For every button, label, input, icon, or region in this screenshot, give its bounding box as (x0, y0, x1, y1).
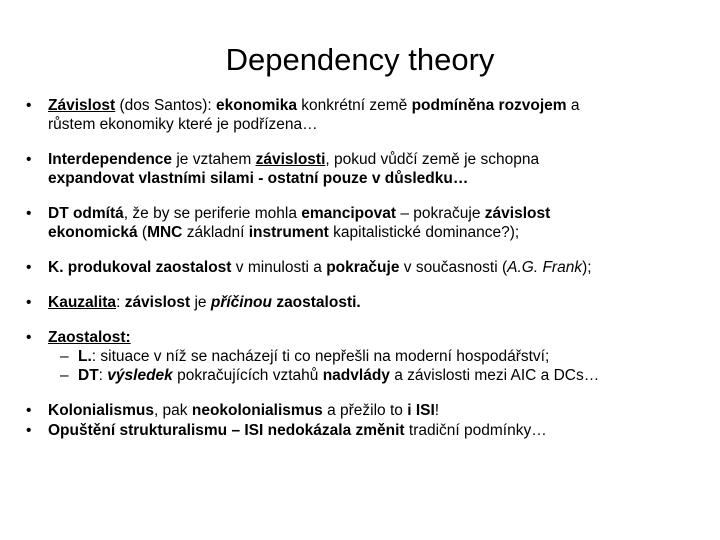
text: a závislosti mezi AIC a DCs… (389, 367, 600, 384)
text: – pokračuje (396, 205, 485, 222)
spacer (24, 385, 709, 401)
term-instrument: instrument (248, 224, 329, 241)
term-kolonialismus: Kolonialismus (48, 402, 154, 419)
bullet-kauzalita (24, 293, 709, 312)
text: : (116, 294, 125, 311)
text: (dos Santos): (115, 97, 216, 114)
text: a přežilo to (322, 402, 408, 419)
text: konkrétní země (296, 97, 412, 114)
term-expandovat: expandovat vlastními silami - ostatní pouze v důsledku… (48, 170, 469, 187)
spacer (24, 242, 709, 258)
spacer (24, 188, 709, 204)
spacer (24, 312, 709, 328)
term-zavislost: závislost (484, 205, 551, 222)
term-vysledek: výsledek (107, 367, 173, 384)
term-opusteni-strukturalismu: Opuštění strukturalismu – ISI nedokázala změnit (48, 422, 405, 439)
term-nadvlady: nadvlády (322, 367, 390, 384)
term-zaostalosti: zaostalosti. (276, 294, 361, 311)
text: základní (182, 224, 249, 241)
text: v minulosti a (231, 259, 327, 276)
text: kapitalistické dominance?); (328, 224, 520, 241)
spacer (24, 134, 709, 150)
term-isi: ISI (415, 402, 435, 419)
spacer (24, 277, 709, 293)
term-ekonomicka: ekonomická (48, 224, 138, 241)
text: a (566, 97, 580, 114)
term-zavislost: závislost (124, 294, 191, 311)
author-frank: A.G. Frank (507, 259, 583, 276)
term-i: i (407, 402, 412, 419)
bullet-k-produkoval (24, 258, 709, 277)
bullet-zavislost (24, 96, 709, 134)
sub-bullet-dt (24, 366, 709, 385)
text: růstem ekonomiky které je podřízena… (48, 116, 318, 133)
term-kauzalita: Kauzalita (48, 294, 117, 311)
term-emancipovat: emancipovat (301, 205, 397, 222)
slide-title: Dependency theory (225, 42, 495, 77)
term-podminena-rozvojem: podmíněna rozvojem (411, 97, 567, 114)
text: : (98, 367, 108, 384)
term-mnc: MNC (147, 224, 183, 241)
text: ( (137, 224, 148, 241)
text: je (190, 294, 211, 311)
term-zavislost: Závislost (48, 97, 116, 114)
text: tradiční podmínky… (404, 422, 547, 439)
text: , pak (153, 402, 192, 419)
bullet-dt-odmita (24, 204, 709, 242)
text: , pokud vůdčí země je schopna (325, 151, 540, 168)
text: : situace v níž se nacházejí ti co nepřešli na moderní hospodářství; (91, 348, 550, 365)
bullet-interdependence (24, 150, 709, 188)
text: ! (434, 402, 440, 419)
term-pokracuje: pokračuje (326, 259, 400, 276)
text: pokračujících vztahů (172, 367, 323, 384)
bullet-zaostalost (24, 328, 709, 347)
term-k-produkoval: K. produkoval zaostalost (48, 259, 232, 276)
text: v současnosti ( (399, 259, 508, 276)
bullet-list (24, 96, 709, 440)
sub-bullet-l (24, 347, 709, 366)
bullet-opusteni (24, 421, 709, 440)
term-l: L. (78, 348, 92, 365)
text: je vztahem (172, 151, 256, 168)
term-dt-odmita: DT odmítá (48, 205, 124, 222)
bullet-kolonialismus (24, 401, 709, 420)
term-ekonomika: ekonomika (216, 97, 297, 114)
text: ); (582, 259, 592, 276)
term-neokolonialismus: neokolonialismus (191, 402, 323, 419)
term-zavislosti: závislosti (255, 151, 326, 168)
term-dt: DT (78, 367, 99, 384)
term-zaostalost: Zaostalost: (48, 329, 131, 346)
text: , že by se periferie mohla (123, 205, 302, 222)
term-pricinou: příčinou (210, 294, 272, 311)
term-interdependence: Interdependence (48, 151, 173, 168)
